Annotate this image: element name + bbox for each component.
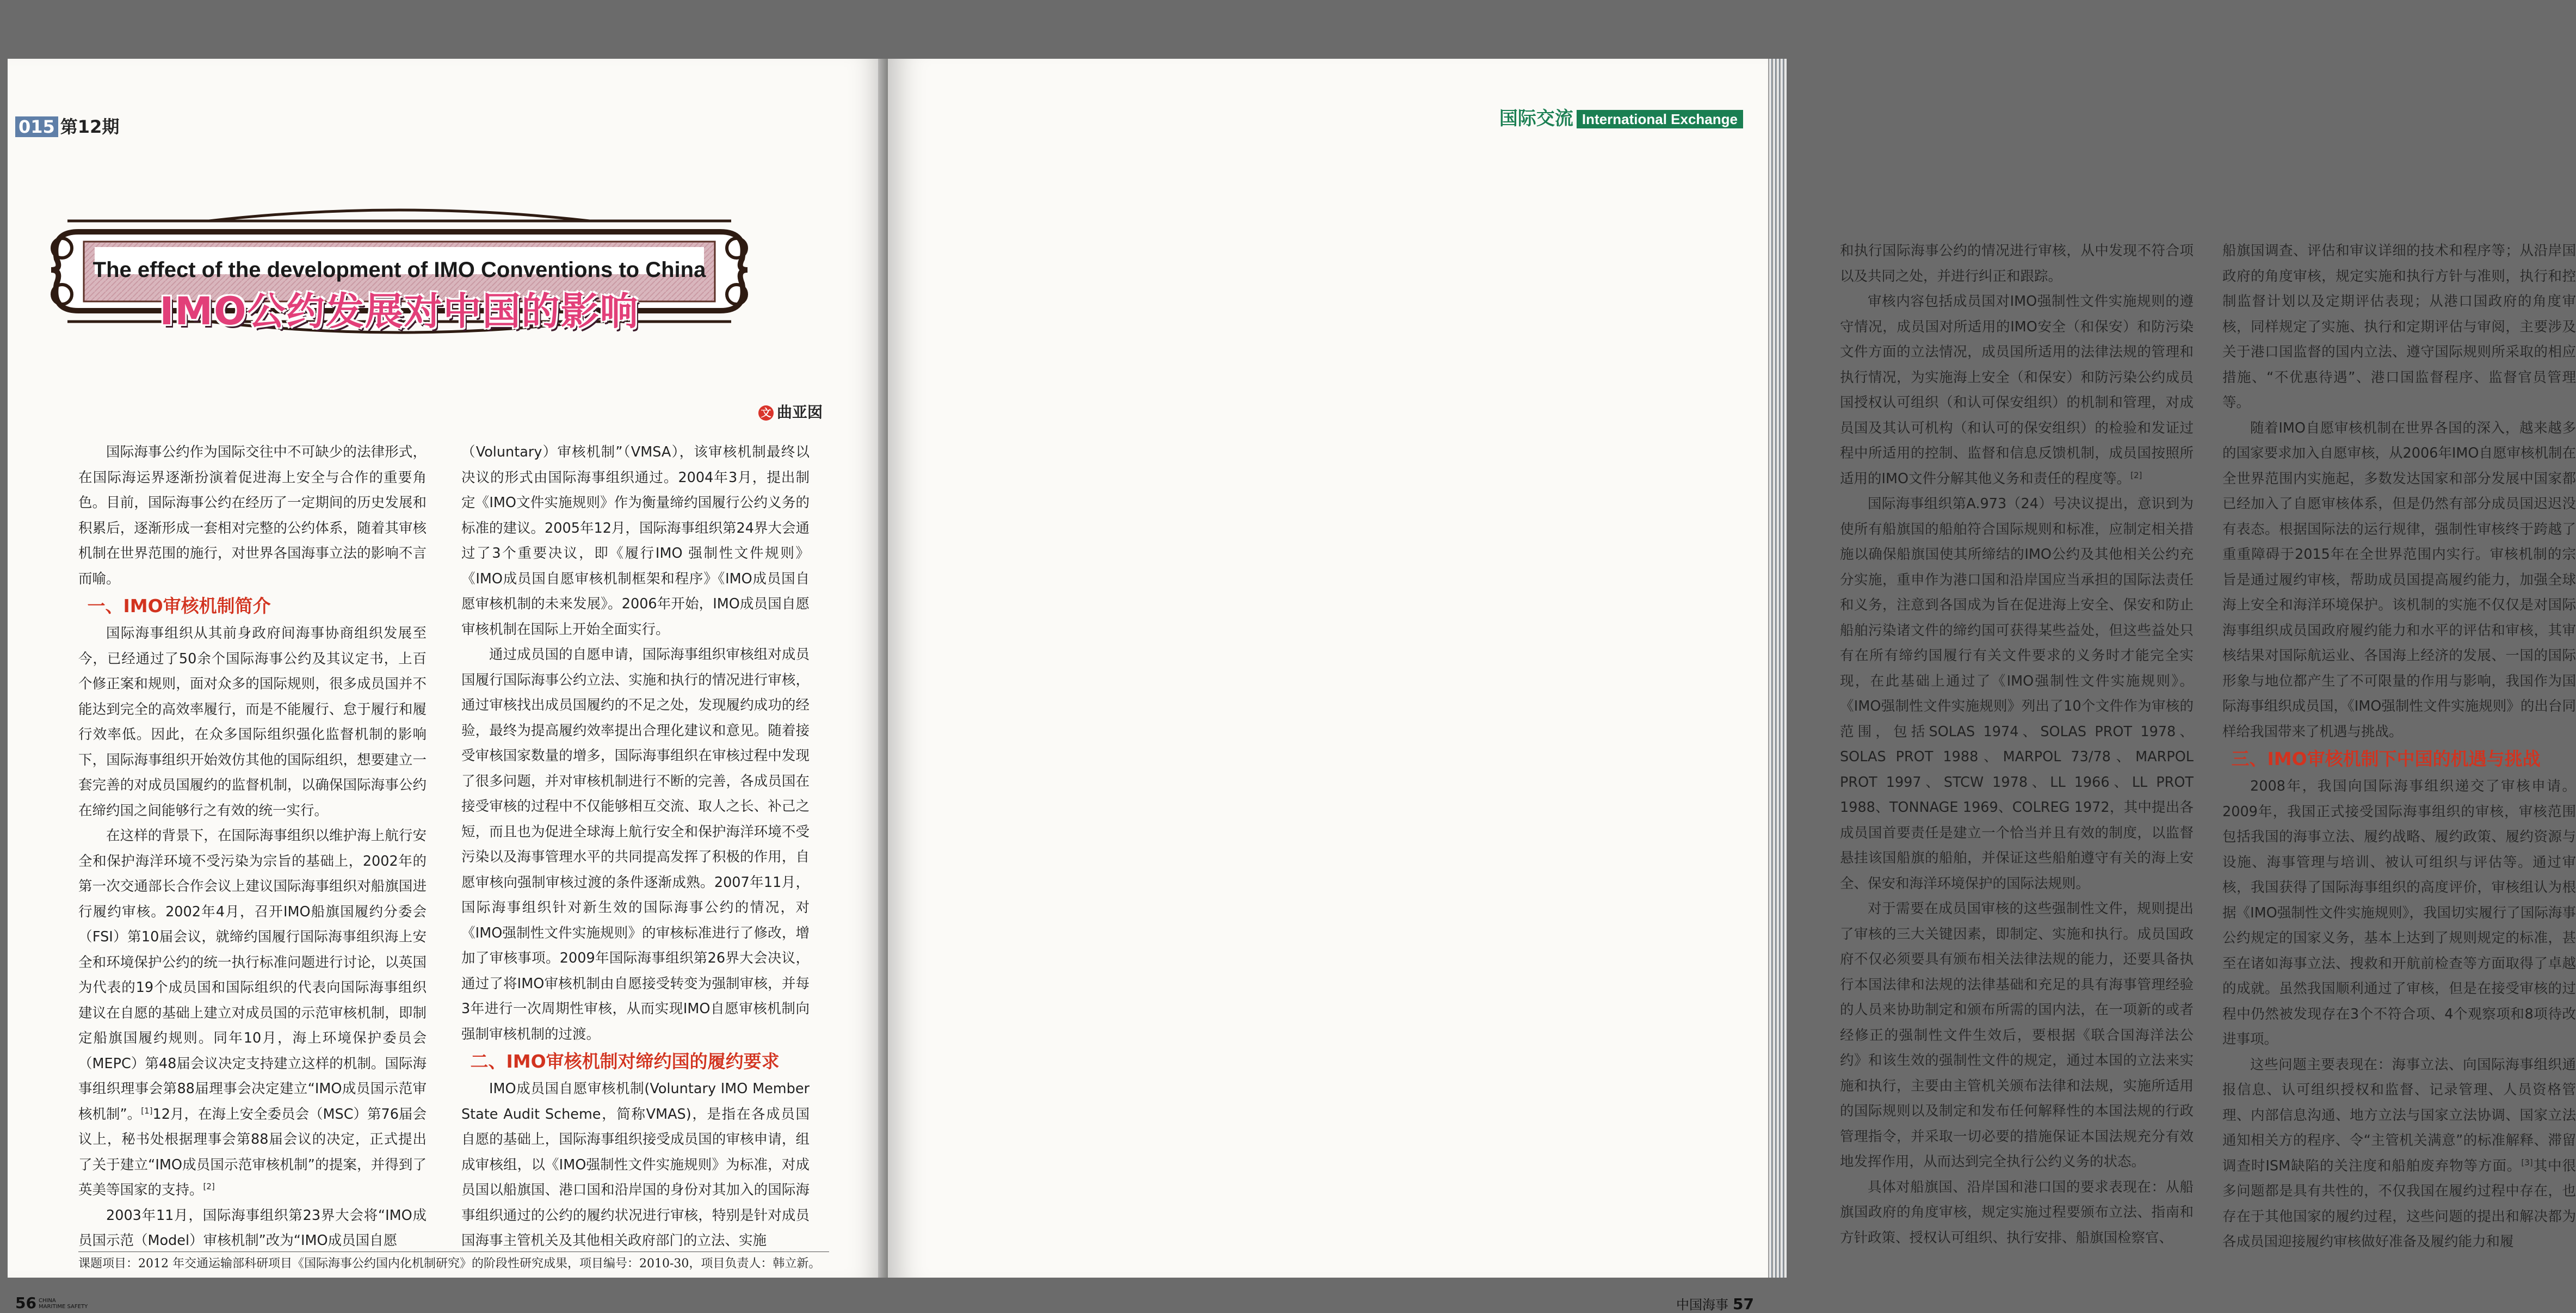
magazine-brand-logo: CHINA MARITIME SAFETY	[38, 1298, 88, 1310]
paragraph: 2008年，我国向国际海事组织递交了审核申请。2009年，我国正式接受国际海事组织的审核，审核范围包括我国的海事立法、履约战略、履约政策、履约资源与设施、海事管理与培训、被认可组织与评估等。通过审核，我国获得了国际海事组织的高度评价，审核组认为根据《IMO强制性文件实施规则》，我国切实履行了国际海事公约规定的国家义务，基本上达到了规则规定的标准，甚至在诸如海事立法、搜救和开航前检查等方面取得了卓越的成就。虽然我国顺利通过了审核，但是在接受审核的过程中仍然被发现存在3个不符合项、4个观察项和8项待改进事项。	[2222, 778, 2576, 1047]
paragraph: 国际海事组织第A.973（24）号决议提出，意识到为使所有船旗国的船舶符合国际规则和标准，应制定相关措施以确保船旗国使其所缔结的IMO公约及其他相关公约充分实施，重申作为港口国和沿岸国应当承担的国际法责任和义务，注意到各国成为旨在促进海上安全、保安和防止船舶污染诸文件的缔约国可获得某些益处，但这些益处只有在所有缔约国履行有关文件要求的义务时才能完全实现，在此基础上通过了《IMO强制性文件实施规则》。《IMO强制性文件实施规则》列出了10个文件作为审核的范围，包括SOLAS 1974、SOLAS PROT 1978、SOLAS PROT 1988、MARPOL 73/78、MARPOL PROT 1997、STCW 1978、LL 1966、LL PROT 1988、TONNAGE 1969、COLREG 1972，其中提出各成员国首要责任是建立一个恰当并且有效的制度，以监督悬挂该国船旗的船舶，并保证这些船舶遵守有关的海上安全、保安和海洋环境保护的国际法规则。	[1840, 496, 2194, 892]
page-number: 56	[15, 1294, 36, 1312]
left-page	[8, 59, 888, 1312]
paragraph: 国际海事公约作为国际交往中不可缺少的法律形式，在国际海运界逐渐扮演着促进海上安全与合作的重要角色。目前，国际海事公约在经历了一定期间的历史发展和积累后，逐渐形成一套相对完整的公约体系，随着其审核机制在世界范围的施行，对世界各国海事立法的影响不言而喻。	[78, 444, 427, 587]
section-heading: 三、IMO审核机制下中国的机遇与挑战	[2231, 748, 2541, 769]
magazine-spread	[8, 59, 2576, 1313]
page-number-right	[1676, 1294, 1754, 1313]
text-column-3	[1840, 238, 2194, 1250]
funding-footnote: 课题项目：2012 年交通运输部科研项目《国际海事公约国内化机制研究》的阶段性研究成果，项目编号：2010-30，项目负责人：韩立新。	[78, 1252, 829, 1271]
author-mark: 文	[758, 405, 774, 421]
paragraph: IMO成员国自愿审核机制(Voluntary IMO Member State Audit Scheme，简称VMAS)，是指在各成员国自愿的基础上，国际海事组织接受成员国的审核申请，组成审核组，以《IMO强制性文件实施规则》为标准，对成员国以船旗国、港口国和沿岸国的身份对其加入的国际海事组织通过的公约的履约状况进行审核，特别是针对成员国海事主管机关及其他相关政府部门的立法、实施	[461, 1081, 810, 1249]
paragraph: （Voluntary）审核机制”（VMSA），该审核机制最终以决议的形式由国际海事组织通过。2004年3月，提出制定《IMO文件实施规则》作为衡量缔约国履行公约义务的标准的建议。2005年12月，国际海事组织第24界大会通过了3个重要决议，即《履行IMO 强制性文件规则》《IMO成员国自愿审核机制框架和程序》《IMO成员国自愿审核机制的未来发展》。2006年开始，IMO成员国自愿审核机制在国际上开始全面实行。	[461, 444, 810, 638]
right-page	[888, 59, 2576, 1313]
footnote-ref: [1]	[141, 1106, 153, 1115]
section-heading: 一、IMO审核机制简介	[87, 595, 271, 617]
section-label	[1499, 103, 1743, 130]
page-number: 57	[1733, 1295, 1754, 1313]
page-edges	[1768, 59, 1787, 1278]
paragraph: 船旗国调查、评估和审议详细的技术和程序等；从沿岸国政府的角度审核，规定实施和执行方针与准则，执行和控制监督计划以及定期评估表现；从港口国政府的角度审核，同样规定了实施、执行和定期评估与审阅，主要涉及关于港口国监督的国内立法、遵守国际规则所采取的相应措施、“不优惠待遇”、港口国监督程序、监督官员管理等。	[2222, 243, 2576, 411]
issue-text: 第12期	[60, 116, 120, 137]
paragraph: 具体对船旗国、沿岸国和港口国的要求表现在：从船旗国政府的角度审核，规定实施过程要颁布立法、指南和方针政策、授权认可组织、执行安排、船旗国检察官、	[1840, 1179, 2194, 1246]
author-byline	[758, 400, 823, 422]
paragraph: 审核内容包括成员国对IMO强制性文件实施规则的遵守情况，成员国对所适用的IMO安全（和保安）和防污染文件方面的立法情况，成员国所适用的法律法规的管理和执行情况，为实施海上安全（和保安）和防污染公约成员国授权认可组织（和认可保安组织）的机制和管理，对成员国及其认可机构（和认可的保安组织）的检验和发证过程中所适用的控制、监督和信息反馈机制，成员国按照所适用的IMO文件分解其他义务和责任的程度等。[2]	[1840, 293, 2194, 487]
section-heading: 二、IMO审核机制对缔约国的履约要求	[470, 1051, 780, 1072]
paragraph: 随着IMO自愿审核机制在世界各国的深入，越来越多的国家要求加入自愿审核，从2006年IMO自愿审核机制在全世界范围内实施起，多数发达国家和部分发展中国家都已经加入了自愿审核体系，但是仍然有部分成员国迟迟没有表态。根据国际法的运行规律，强制性审核终于跨越了重重障碍于2015年在全世界范围内实行。审核机制的宗旨是通过履约审核，帮助成员国提高履约能力，加强全球海上安全和海洋环境保护。该机制的实施不仅仅是对国际海事组织成员国政府履约能力和水平的评估和审核，其审核结果对国际航运业、各国海上经济的发展、一国的国际形象与地位都产生了不可限量的作用与影响，我国作为国际海事组织成员国，《IMO强制性文件实施规则》的出台同样给我国带来了机遇与挑战。	[2222, 420, 2576, 740]
section-label-english: International Exchange	[1577, 110, 1743, 128]
footnote-ref: [2]	[2130, 470, 2142, 480]
article-title-chinese: IMO公约发展对中国的影响	[159, 289, 639, 334]
article-title-english: The effect of the development of IMO Conventions to China	[92, 258, 706, 282]
footnote-ref: [2]	[203, 1181, 215, 1192]
title-banner	[46, 167, 753, 373]
section-label-chinese: 国际交流	[1499, 108, 1573, 130]
text-column-1	[78, 440, 427, 1254]
paragraph: 对于需要在成员国审核的这些强制性文件，规则提出了审核的三大关键因素，即制定、实施和执行。成员国政府不仅必须要具有颁布相关法律法规的能力，还要具备执行本国法律和法规的法律基础和充足的具有海事管理经验的人员来协助制定和颁布所需的国内法，在一项新的或者经修正的强制性文件生效后，要根据《联合国海洋法公约》和该生效的强制性文件的规定，通过本国的立法来实施和执行，主要由主管机关颁布法律和法规，实施所适用的国际规则以及制定和发布任何解释性的本国法规的行政管理指令，并采取一切必要的措施保证本国法规充分有效地发挥作用，从而达到完全执行公约义务的状态。	[1840, 901, 2194, 1170]
footnote-ref: [3]	[2521, 1157, 2533, 1167]
magazine-brand: 中国海事	[1676, 1297, 1729, 1312]
text-column-2	[461, 440, 810, 1254]
paragraph: 在这样的背景下，在国际海事组织以维护海上航行安全和保护海洋环境不受污染为宗旨的基础上，2002年的第一次交通部长合作会议上建议国际海事组织对船旗国进行履约审核。2002年4月，召开IMO船旗国履约分委会（FSI）第10届会议，就缔约国履行国际海事组织海上安全和环境保护公约的统一执行标准问题进行讨论，以英国为代表的19个成员国和国际组织的代表向国际海事组织建议在自愿的基础上建立对成员国的示范审核机制，即制定船旗国履约规则。同年10月，海上环境保护委员会（MEPC）第48届会议决定支持建立这样的机制。国际海事组织理事会第88届理事会决定建立“IMO成员国示范审核机制”。[1]12月，在海上安全委员会（MSC）第76届会议上，秘书处根据理事会第88届会议的决定，正式提出了关于建立“IMO成员国示范审核机制”的提案，并得到了英美等国家的支持。[2]	[78, 828, 427, 1198]
issue-label	[15, 113, 119, 138]
paragraph: 这些问题主要表现在：海事立法、向国际海事组织通报信息、认可组织授权和监督、记录管理、人员资格管理、内部信息沟通、地方立法与国家立法协调、国家立法通知相关方的程序、令“主管机关满意”的标准解释、滞留调查时ISM缺陷的关注度和船舶废弃物等方面。[3]其中很多问题都是具有共性的，不仅我国在履约过程中存在，也存在于其他国家的履约过程，这些问题的提出和解决都为各成员国迎接履约审核做好准备及履约能力和履	[2222, 1056, 2576, 1250]
paragraph: 和执行国际海事公约的情况进行审核，从中发现不符合项以及共同之处，并进行纠正和跟踪。	[1840, 243, 2194, 285]
author-name: 曲亚囡	[777, 403, 823, 421]
paragraph: 国际海事组织从其前身政府间海事协商组织发展至今，已经通过了50余个国际海事公约及其议定书，上百个修正案和规则，面对众多的国际规则，很多成员国并不能达到完全的高效率履行，而是不能履行、怠于履行和履行效率低。因此，在众多国际组织强化监督机制的影响下，国际海事组织开始效仿其他的国际组织，想要建立一套完善的对成员国履约的监督机制，以确保国际海事公约在缔约国之间能够行之有效的统一实行。	[78, 625, 427, 819]
page-number-left	[15, 1294, 88, 1312]
issue-number-badge: 015	[15, 116, 58, 137]
paragraph: 2003年11月，国际海事组织第23界大会将“IMO成员国示范（Model）审核机制”改为“IMO成员国自愿	[78, 1207, 427, 1249]
text-column-4	[2222, 238, 2576, 1255]
paragraph: 通过成员国的自愿申请，国际海事组织审核组对成员国履行国际海事公约立法、实施和执行的情况进行审核，通过审核找出成员国履约的不足之处，发现履约成功的经验，最终为提高履约效率提出合理化建议和意见。随着接受审核国家数量的增多，国际海事组织在审核过程中发现了很多问题，并对审核机制进行不断的完善，各成员国在接受审核的过程中不仅能够相互交流、取人之长、补己之短，而且也为促进全球海上航行安全和保护海洋环境不受污染以及海事管理水平的共同提高发挥了积极的作用，自愿审核向强制审核过渡的条件逐渐成熟。2007年11月，国际海事组织针对新生效的国际海事公约的情况，对《IMO强制性文件实施规则》的审核标准进行了修改，增加了审核事项。2009年国际海事组织第26界大会决议，通过了将IMO审核机制由自愿接受转变为强制审核，并每3年进行一次周期性审核，从而实现IMO自愿审核机制向强制审核机制的过渡。	[461, 646, 810, 1043]
